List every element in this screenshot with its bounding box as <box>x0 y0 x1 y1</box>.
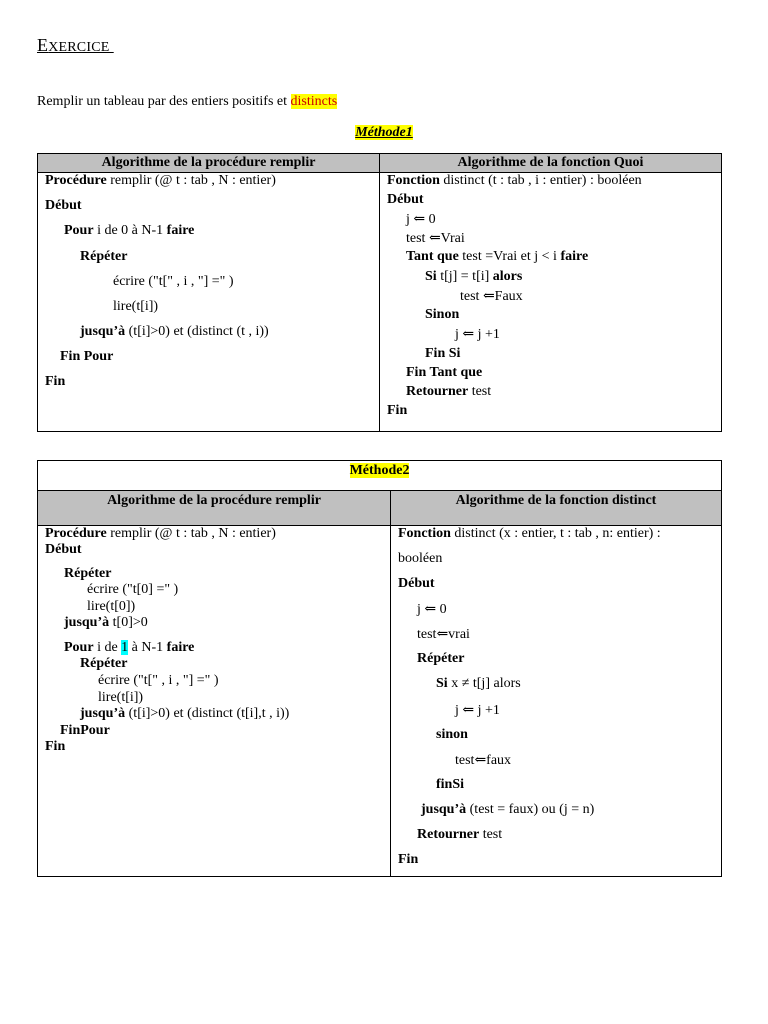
code-line <box>436 727 468 743</box>
code-keyword: Fin <box>398 852 419 867</box>
intro-paragraph <box>37 94 337 110</box>
code-keyword: Pour <box>64 223 94 238</box>
code-text: test ⇐Faux <box>460 289 523 304</box>
title-rest: XERCICE <box>48 40 110 55</box>
intro-text: Remplir un tableau par des entiers positifs et <box>37 94 291 109</box>
code-keyword: FinPour <box>60 723 110 738</box>
code-line <box>87 599 135 615</box>
code-text: écrire ("t[0] =" ) <box>87 582 179 597</box>
code-line <box>398 852 418 868</box>
code-keyword: Retourner <box>406 384 469 399</box>
code-line <box>98 690 143 706</box>
code-keyword: Fonction <box>398 526 451 541</box>
code-text: lire(t[0]) <box>87 599 136 614</box>
code-keyword: Sinon <box>425 307 460 322</box>
code-keyword: Répéter <box>64 566 112 581</box>
code-keyword: Procédure <box>45 526 107 541</box>
code-text: test <box>479 827 503 842</box>
code-keyword: Procédure <box>45 173 107 188</box>
code-line <box>406 365 482 381</box>
code-keyword: Fonction <box>387 173 440 188</box>
code-text: remplir (@ t : tab , N : entier) <box>106 173 276 188</box>
code-keyword: Répéter <box>80 656 128 671</box>
code-line <box>425 346 460 362</box>
code-line <box>398 576 435 592</box>
code-line <box>387 173 642 189</box>
methode2-left-code <box>38 526 390 876</box>
code-text: lire(t[i]) <box>98 690 144 705</box>
code-text: écrire ("t[" , i , "] =" ) <box>98 673 219 688</box>
code-text: remplir (@ t : tab , N : entier) <box>106 526 276 541</box>
code-line <box>421 802 594 818</box>
code-line <box>417 601 447 618</box>
code-line <box>64 640 194 656</box>
methode2-left-header: Algorithme de la procédure remplir <box>38 491 391 526</box>
code-keyword: Si <box>425 269 437 284</box>
code-line <box>436 676 521 692</box>
methode2-table <box>37 460 722 877</box>
code-text: écrire ("t[" , i , "] =" ) <box>113 274 234 289</box>
methode2-left-cell <box>38 526 391 877</box>
code-text: i de <box>93 640 122 655</box>
code-keyword: Début <box>387 192 424 207</box>
code-line <box>64 223 194 239</box>
code-line <box>460 288 523 305</box>
code-text: test⇐vrai <box>417 627 470 642</box>
methode2-heading <box>38 461 722 491</box>
code-line <box>80 656 127 672</box>
code-text: i de 0 à N-1 <box>93 223 167 238</box>
code-text: t[j] = t[i] <box>436 269 493 284</box>
code-keyword: Fin Pour <box>60 349 114 364</box>
code-line <box>406 230 465 247</box>
code-text: booléen <box>398 551 443 566</box>
code-line <box>417 827 502 843</box>
code-keyword: jusqu’à <box>64 615 110 630</box>
methode1-left-cell <box>38 173 380 432</box>
code-line <box>64 566 111 582</box>
intro-highlight: distincts <box>290 94 338 109</box>
code-keyword: Retourner <box>417 827 480 842</box>
methode2-heading-text: Méthode2 <box>349 463 410 478</box>
code-text: à N-1 <box>128 640 167 655</box>
code-line <box>406 384 491 400</box>
methode1-left-code <box>38 173 379 431</box>
code-line <box>45 374 65 390</box>
code-line <box>406 211 436 228</box>
code-keyword: Début <box>45 198 82 213</box>
code-keyword: faire <box>560 249 589 264</box>
code-line <box>425 269 522 285</box>
code-line <box>398 551 442 567</box>
methode1-heading-text: Méthode1 <box>355 125 413 140</box>
code-line <box>64 615 148 631</box>
code-line <box>45 542 82 558</box>
methode1-right-code <box>380 173 721 431</box>
code-keyword: Fin <box>45 374 66 389</box>
methode1-right-cell <box>380 173 722 432</box>
code-line <box>455 752 511 769</box>
code-keyword: faire <box>166 640 195 655</box>
code-keyword: Début <box>45 542 82 557</box>
methode1-heading <box>0 125 768 141</box>
methode1-right-header: Algorithme de la fonction Quoi <box>380 154 722 173</box>
code-text: test <box>468 384 492 399</box>
code-line <box>80 706 289 722</box>
code-keyword: Début <box>398 576 435 591</box>
code-text: distinct (x : entier, t : tab , n: entier) : <box>450 526 661 541</box>
code-text: j ⇐ j +1 <box>455 327 500 342</box>
code-line <box>455 326 500 343</box>
code-keyword: Répéter <box>80 249 128 264</box>
code-line <box>387 403 407 419</box>
code-line <box>406 249 588 265</box>
code-keyword: Fin <box>45 739 66 754</box>
title-initial: E <box>37 35 49 55</box>
code-line <box>45 526 276 542</box>
code-line <box>398 526 661 542</box>
code-text: j ⇐ 0 <box>417 602 447 617</box>
code-line <box>60 723 110 739</box>
exercise-title <box>37 35 114 56</box>
code-keyword: Pour <box>64 640 94 655</box>
code-keyword: jusqu’à <box>80 706 126 721</box>
code-text: distinct (t : tab , i : entier) : booléen <box>439 173 642 188</box>
code-line <box>425 307 459 323</box>
code-text: j ⇐ 0 <box>406 212 436 227</box>
code-highlight: 1 <box>121 640 129 655</box>
methode1-table <box>37 153 722 432</box>
code-line <box>87 582 178 598</box>
code-keyword: sinon <box>436 727 468 742</box>
code-keyword: Fin Si <box>425 346 461 361</box>
code-line <box>417 651 464 667</box>
code-line <box>45 739 65 755</box>
code-text: test =Vrai et j < i <box>458 249 561 264</box>
methode2-right-header: Algorithme de la fonction distinct <box>391 491 722 526</box>
code-line <box>113 299 158 315</box>
code-line <box>80 324 269 340</box>
code-text: (t[i]>0) et (distinct (t , i)) <box>125 324 269 339</box>
methode1-left-header: Algorithme de la procédure remplir <box>38 154 380 173</box>
code-keyword: Si <box>436 676 448 691</box>
code-keyword: faire <box>166 223 195 238</box>
code-line <box>417 626 470 643</box>
code-text: x ≠ t[j] alors <box>447 676 521 691</box>
code-text: lire(t[i]) <box>113 299 159 314</box>
code-keyword: jusqu’à <box>80 324 126 339</box>
code-keyword: Fin <box>387 403 408 418</box>
code-keyword: Fin Tant que <box>406 365 483 380</box>
code-line <box>455 702 500 719</box>
code-text: (t[i]>0) et (distinct (t[i],t , i)) <box>125 706 290 721</box>
code-keyword: jusqu’à <box>421 802 467 817</box>
code-keyword: alors <box>492 269 523 284</box>
code-text: j ⇐ j +1 <box>455 703 500 718</box>
code-keyword: finSi <box>436 777 465 792</box>
code-text: test ⇐Vrai <box>406 231 465 246</box>
code-line <box>436 777 464 793</box>
methode2-right-cell <box>391 526 722 877</box>
code-line <box>113 274 234 290</box>
code-line <box>45 173 276 189</box>
code-keyword: Répéter <box>417 651 465 666</box>
code-text: test⇐faux <box>455 753 512 768</box>
methode2-right-code <box>391 526 721 876</box>
code-keyword: Tant que <box>406 249 459 264</box>
code-text: t[0]>0 <box>109 615 148 630</box>
code-line <box>80 249 127 265</box>
code-line <box>387 192 424 208</box>
code-line <box>45 198 82 214</box>
code-line <box>60 349 113 365</box>
code-text: (test = faux) ou (j = n) <box>466 802 595 817</box>
code-line <box>98 673 219 689</box>
